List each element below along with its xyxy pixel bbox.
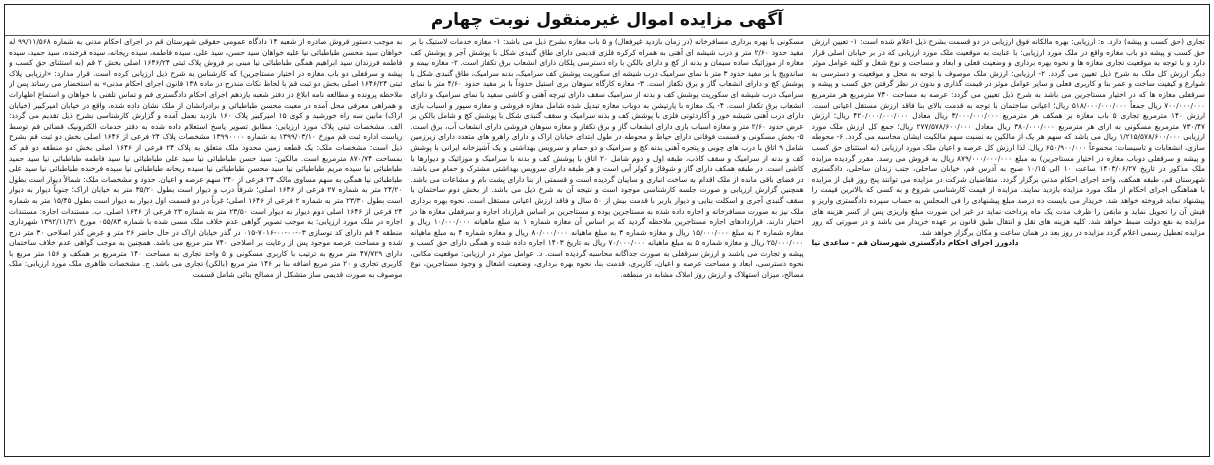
text-column-left [812, 37, 1205, 452]
notice-body [9, 37, 1205, 452]
notice-title: آگهی مزایده اموال غیرمنقول نوبت چهارم [5, 5, 1209, 36]
paragraph: تجاری (حق کسب و پیشه) دارد. ه: ارزیابی: بهره مالکانه فوق ارزیابی در دو قسمت بشرح ذیل اعلام شده است: ۱- تعیین ارزش حق کسب و پیشه دو باب مغازه واقع در ملک مورد ارزیابی: با عنایت به موقعیت ملک مورد ارزیابی که در بر خیابان اصلی قرار دارد و با توجه به موقعیت تجاری مغازه ها و نحوه بهره برداری و وضعیت فعلی و ابعاد و مساحت و نوع شغل و کلیه عوامل موثر دیگر ارزش کل ملک به شرح ذیل تعیین می گردد. ۲- ارزیابی: ارزش ملک موصوف با توجه به محل و موقعیت و دسترسی به شوارع و کیفیت ساخت و عمر بنا و کاربری فعلی و سایر عوامل موثر در قیمت گذاری و بدون در نظر گرفتن حق کسب و پیشه و سرقفلی مغازه ها که در اختیار مستاجرین می باشد به شرح ذیل تعیین می گردد: عرصه به مساحت ۷۴۰ مترمربع هر مترمربع ۷۰۰/۰۰۰/۰۰۰ ریال جمعاً ۵۱۸/۰۰۰/۰۰۰/۰۰۰ ریال؛ اعیانی ساختمان با توجه به قدمت بالای بنا فاقد ارزش مستقل اعیانی است. ارزش ۱۴۰ مترمربع تجاری ۵ باب مغازه بر همکف هر مترمربع ۳/۰۰۰/۰۰۰/۰۰۰ ریال معادل ۴۲۰/۰۰۰/۰۰۰/۰۰۰ ریال؛ ارزش ۷۳۰/۴۷ مترمربع مسکونی به ازای هر مترمربع ۳۸۰/۰۰۰/۰۰۰ ریال معادل ۲۷۷/۵۷۸/۶۰۰/۰۰۰ ریال؛ جمع کل ارزش ملک مورد ارزیابی ۱/۲۱۵/۵۷۸/۶۰۰/۰۰۰ ریال می باشد که سهم هر یک از مالکین به نسبت سهم مالکیت ایشان محاسبه می گردد. ۶- محوطه سازی، انشعابات و تاسیسات: مجموعاً ۶۵۰/۹۰۰/۰۰۰ ریال. لذا ارزش کل عرصه و اعیان ملک مورد ارزیابی (به استثنای حق کسب و پیشه و سرقفلی دوباب مغازه در اختیار مستاجرین) به مبلغ ۸۷۹/۰۰۰/۰۰۰/۰۰۰ ریال به فروش می رسد. مقرر گردیده مزایده ملک مذکور در تاریخ ۱۴۰۳/۰۶/۲۷ ساعت ۱۰ الی ۱۰/۱۵ صبح به آدرس قم، خیابان ساحلی، جنب زندان ساحلی، دادگستری شهرستان قم، طبقه همکف، واحد اجرای احکام مدنی برگزار گردد. متقاضیان شرکت در مزایده می توانند پنج روز قبل از مزایده با هماهنگی اجرای احکام از ملک مورد مزایده بازدید نمایند. مزایده از قیمت کارشناسی شروع و به کسی که بالاترین قیمت را پیشنهاد نماید فروخته خواهد شد. خریدار می بایست ده درصد مبلغ پیشنهادی را فی المجلس به حساب سپرده دادگستری واریز و فیش آن را تحویل نماید و مابقی را ظرف مدت یک ماه پرداخت نماید در غیر این صورت مبلغ واریزی پس از کسر هزینه های مزایده به نفع دولت ضبط خواهد شد. کلیه هزینه های نقل و انتقال طبق قانون بر عهده خریدار می باشد و در صورتی که روز مزایده تعطیل رسمی اعلام گردد مزایده در روز بعد در همان ساعت و مکان برگزار خواهد شد. [811, 37, 1205, 237]
text-column-middle [410, 37, 803, 452]
paragraph: مسکونی با بهره برداری مسافرخانه (در زمان بازدید غیرفعال) و ۵ باب مغازه بشرح ذیل می باشد: ۱- مغازه خدمات لاستیک با بر مفید حدود ۲/۶۰ متر و درب شیشه ای آهنی به همراه کرکره فلزی قدیمی دارای طاق گنبدی شکل با پوشش آجر و پوشش کف مغازه از موزائیک ساده سیمان و بدنه از کچ و دارای بالکن با راه دسترسی پلکان دارای انشعاب برق تکفاز است. ۲- مغازه بیمه و ساندویچ با بر مفید حدود ۳ متر با نمای سرامیک درب شیشه ای سکوریت پوشش کف سرامیک، بدنه سرامیک، طاق گنبدی شکل با پوشش کچ و دارای انشعاب گاز و برق تکفاز است. ۳- مغازه کارگاه سوهان بری استیل حدوداً با بر مفید حدود ۴/۶۰ متر با نمای سرامیک درب شیشه ای سکوریت پوشش کف و بدنه از سرامیک سقف دارای تیرچه آهنی و کاشی سفید با نمای سرامیک و دارای انشعاب برق تکفاز است. ۴- یک مغازه با پارتیشن به دوباب مغازه تبدیل شده شامل مغازه فروشی و مغازه سپور و اسباب بازی دارای درب آهنی شیشه خور و آکاردئونی فلزی با پوشش کف و بدنه سرامیک و سقف گنبدی شکل با پوشش کچ و شامل بالکن بر عرض حدود ۲/۶۰ متر و مغازه اسباب بازی دارای انشعاب گاز و برق تکفاز و مغازه سوهان فروشی دارای انشعاب آب، برق است. ۵- بخش مسکونی و قسمت فوقانی دارای حیاط و محوطه در طول ابتدای خیابان اراک و دارای راهرو های متعدد دارای زیرزمین شامل ۹ اتاق با درب های چوبی و پنجره آهنی بدنه کچ و سرامیک و دو حمام و سرویس بهداشتی و یک آشپزخانه ایرانی با پوشش کف و بدنه از سرامیک و سقف کاذب، طبقه اول و دوم شامل ۲۰ اتاق با پوشش کف و بدنه با سرامیک و موزائیک و دیوارها با کاشی است. در طبقه همکف دارای گاز و شوفاژ و کولر آبی است و هر طبقه دارای سرویس بهداشتی مشترک و حمام می باشد. در فضای باقی مانده از ملک اقدام به ساخت انباری و سایبان گردیده است و قسمتی از بنا دارای پشت بام و مشاعات می باشد. همچنین گزارش ارزیابی و صورت جلسه کارشناسی موجود است و نتیجه آن به شرح ذیل می باشد. از بخش دوم ساختمان با سقف گنبدی آجری و اسکلت بنایی و دیوار باربر با قدمت بیش از ۵۰ سال و فاقد ارزش اعیانی مستقل است. نحوه بهره برداری ملک نیز به صورت مسافرخانه و اجاره داده شده به مستاجرین بوده و مستاجرین بر اساس قرارداد اجاره و سرقفلی مغازه ها در اختیار دارند. قراردادهای اجاره مستاجرین ملاحظه گردید که بر اساس آن مغازه شماره ۱ به مبلغ ماهیانه ۱۰/۰۰۰/۰۰۰ ریال و مغازه شماره ۲ به مبلغ ۱۵/۰۰۰/۰۰۰ ریال و مغازه شماره ۳ به مبلغ ماهیانه ۸۰/۰۰۰/۰۰۰ ریال و مغازه شماره ۴ به مبلغ ماهیانه ۲۵/۰۰۰/۰۰۰ ریال و مغازه شماره ۵ به مبلغ ماهیانه ۷۰/۰۰۰/۰۰۰ ریال به تاریخ ۱۴۰۳ اجاره داده شده و همگی دارای حق کسب و پیشه و تجارت می باشند و ارزش سرقفلی به صورت جداگانه محاسبه گردیده است. د. عوامل موثر در ارزیابی: موقعیت مکانی، نحوه دسترسی، ابعاد و مساحت عرصه و اعیان، کاربری، قدمت بنا، نحوه بهره برداری، وضعیت اشغال و وجود مستاجرین، نوع مصالح، میزان استهلاک و ارزش روز املاک مشابه در منطقه. [410, 37, 804, 280]
signature: دادورز اجرای احکام دادگستری شهرستان قم - ساعدی نیا [811, 238, 1019, 248]
text-column-right [9, 37, 402, 452]
auction-notice [4, 4, 1210, 457]
paragraph: به موجب دستور فروش صادره از شعبه ۱۴ دادگاه عمومی حقوقی شهرستان قم در اجرای احکام مدنی به شماره ۹۹/۱۱/۵۶۸ له خواهان سید محسن طباطبائی نیا علیه خواهان سید حسن، سید علی، سیده فاطمه، سیده ریحانه، سیده فرخنده، سید حمید، سیده فاطمه فرزندان سید ابراهیم همگی طباطبائی نیا مبنی بر فروش پلاک ثبتی ۱۶۴۶/۲۴ اصلی بخش ۲ قم (به استثنای حق کسب و پیشه و سرقفلی دو باب مغازه در اختیار مستاجرین) که کارشناس به شرح ذیل ارزیابی کرده است. قرار مدارد: «ارزیابی پلاک ثبتی ۱۶۴۶/۲۴ اصلی بخش دو ثبت قم با لحاظ نکات مندرج در ماده ۱۳۸ قانون اجرای احکام مدنی» به استحضار می رساند پس از ملاحظه پرونده و مطالعه نامه ابلاغ در دفتر شعبه یازدهم اجرای احکام دادگستری قم و تماس تلفنی با خواهان و استماع اظهارات و همراهی معرفی محل آمده در معیت محسن طباطبائی و برادرانشان از ملک نشان داده شده، واقع در خیابان امیرکبیر (خیابان اراک) مابین سه راه خورشید و کوی ۱۵ امیرکبیر پلاک ۱۶۰ بازدید بعمل آمده و گزارش کارشناسی بشرح ذیل تقدیم می گردد: الف. مشخصات ثبتی پلاک مورد ارزیابی: مطابق تصویر پاسخ استعلام داده شده به دفتر خدمات الکترونیک قضائی قم توسط ریاست اداره ثبت قم مورخ ۱۳۹۹/۰۳/۱۰ به شماره ۱۳۹۹۰۰۰۰ مشخصات پلاک ۲۴ فرعی از ۱۶۴۶ اصلی بخش دو ثبت قم بشرح ذیل است: مشخصات ملک: یک قطعه زمین محدود ملک متعلق به پلاک ۲۴ فرعی از ۱۶۴۶ اصلی بخش دو منطقه دو قم که بمساحت ۸۷۰/۷۴ مترمربع است. مالکین: سید حسن طباطبائی نیا سید علی طباطبائی نیا سید فاطمه طباطبائی نیا سید حمید طباطبائی نیا سیده مریم طباطبائی نیا سید محسن طباطبائی نیا سیده ریحانه طباطبائی نیا سیده فرخنده طباطبائی نیا سید علی طباطبائی نیا همگی به سهم مساوی مالک ۲۴ فرعی از ۲۴۰ سهم عرصه و اعیان. حدود و مشخصات ملک: شمالاً دیوار است بطول ۲۴/۲۰ متر به شماره ۲۷ فرعی از ۱۶۴۶ اصلی؛ شرقاً درب و دیوار است بطول ۳۵/۲۰ متر به خیابان اراک؛ جنوباً دیوار به دیوار است بطول ۲۳/۳۰ متر به شماره ۲ فرعی از ۱۶۴۶ اصلی؛ غرباً در دو قسمت اول دیوار به دیوار است بطول ۱۵/۴۵ متر به شماره ۲۴ فرعی از ۱۶۴۶ اصلی دوم دیوار به دیوار است ۲۳/۵۰ متر به شماره ۲۳ فرعی از ۱۶۴۶ اصلی. ب. مستندات اجاره: مستندات اجاره در ملک مورد ارزیابی: به موجب تصویر گواهی عدم خلاف ملک مسی شده با شماره ۰۵۵/۸۳ مورخ ۱۳۹۲/۱۱/۲۱ شهرداری منطقه ۴ قم دارای کد نوسازی ۰۳-۰۰-۰۰-۷۰۱۶-۰۱۵ در گذر خیابان اراک در حال حاضر ۲۶ متر و عرض گذر اصلاحی ۳۰ متر درج شده و مساحت عرصه موجود پس از رعایت بر اصلاحی ۷۴۰ متر مربع می باشد. همچنین به موجب گواهی عدم خلاف ساختمان دارای ۴۷/۷۲۹ متر مربع به ترتیب با کاربری مسکونی و ۵ واحد تجاری به مساحت ۱۴۰ مترمربع بر همکف و ۱۵۶ متر مربع با کاربری تجاری و ۲۰ متر مربع اضافه بنا بر ۱۴۶ متر مربع (بالکن) تجاری می باشد. ج. مشخصات ظاهری ملک مورد ارزیابی: ملک موصوف به صورت قدیمی ساز متشکل از مصالح بنائی شامل قسمت [9, 37, 403, 280]
